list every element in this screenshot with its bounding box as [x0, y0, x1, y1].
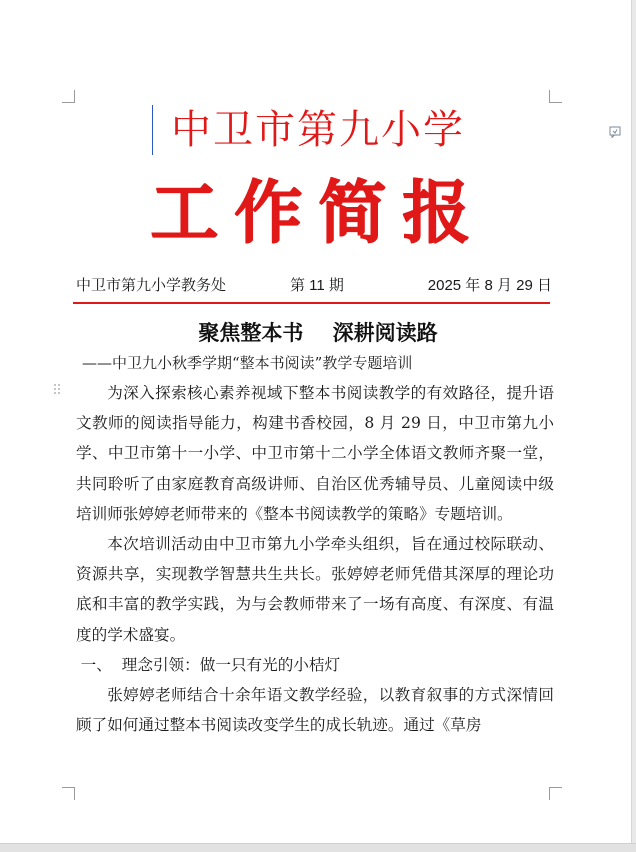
- margin-corner-bottom-left: [62, 787, 75, 800]
- paragraph[interactable]: 为深入探索核心素养视域下整本书阅读教学的有效路径，提升语文教师的阅读指导能力，构建书香校园，8 月 29 日，中卫市第九小学、中卫市第十一小学、中卫市第十二小学全体语文教师齐聚一堂，共同聆听了由家庭教育高级讲师、自治区优秀辅导员、儿童阅读中级培训师张婷婷老师带来的《整本书阅读教学的策略》专题培训。: [76, 384, 554, 523]
- article-body: [76, 378, 554, 740]
- issue-number[interactable]: 第 11 期: [290, 277, 344, 294]
- article-subtitle[interactable]: ——中卫九小秋季学期“整本书阅读”教学专题培训: [82, 354, 413, 372]
- article-title[interactable]: 聚焦整本书 深耕阅读路: [198, 320, 438, 345]
- section-heading[interactable]: 一、 理念引领：做一只有光的小桔灯: [80, 655, 341, 674]
- red-divider: [73, 302, 550, 304]
- paragraph[interactable]: 本次培训活动由中卫市第九小学牵头组织，旨在通过校际联动、资源共享，实现教学智慧共生共长。张婷婷老师凭借其深厚的理论功底和丰富的教学实践，为与会教师带来了一场有高度、有深度、有温度的学术盛宴。: [76, 535, 554, 644]
- issue-meta-line: [76, 274, 552, 294]
- drag-handle-icon[interactable]: [52, 382, 62, 396]
- department-label[interactable]: 中卫市第九小学教务处: [76, 277, 227, 294]
- page-gap: [0, 843, 636, 852]
- margin-corner-top-right: [549, 90, 562, 103]
- margin-corner-bottom-right: [549, 787, 562, 800]
- issue-date[interactable]: 2025 年 8 月 29 日: [427, 277, 552, 294]
- paragraph[interactable]: 张婷婷老师结合十余年语文教学经验，以教育叙事的方式深情回顾了如何通过整本书阅读改变学生的成长轨迹。通过《草房: [76, 686, 554, 735]
- school-title[interactable]: 中卫市第九小学: [171, 107, 465, 153]
- margin-corner-top-left: [62, 90, 75, 103]
- bulletin-title[interactable]: 工作简报: [149, 173, 486, 253]
